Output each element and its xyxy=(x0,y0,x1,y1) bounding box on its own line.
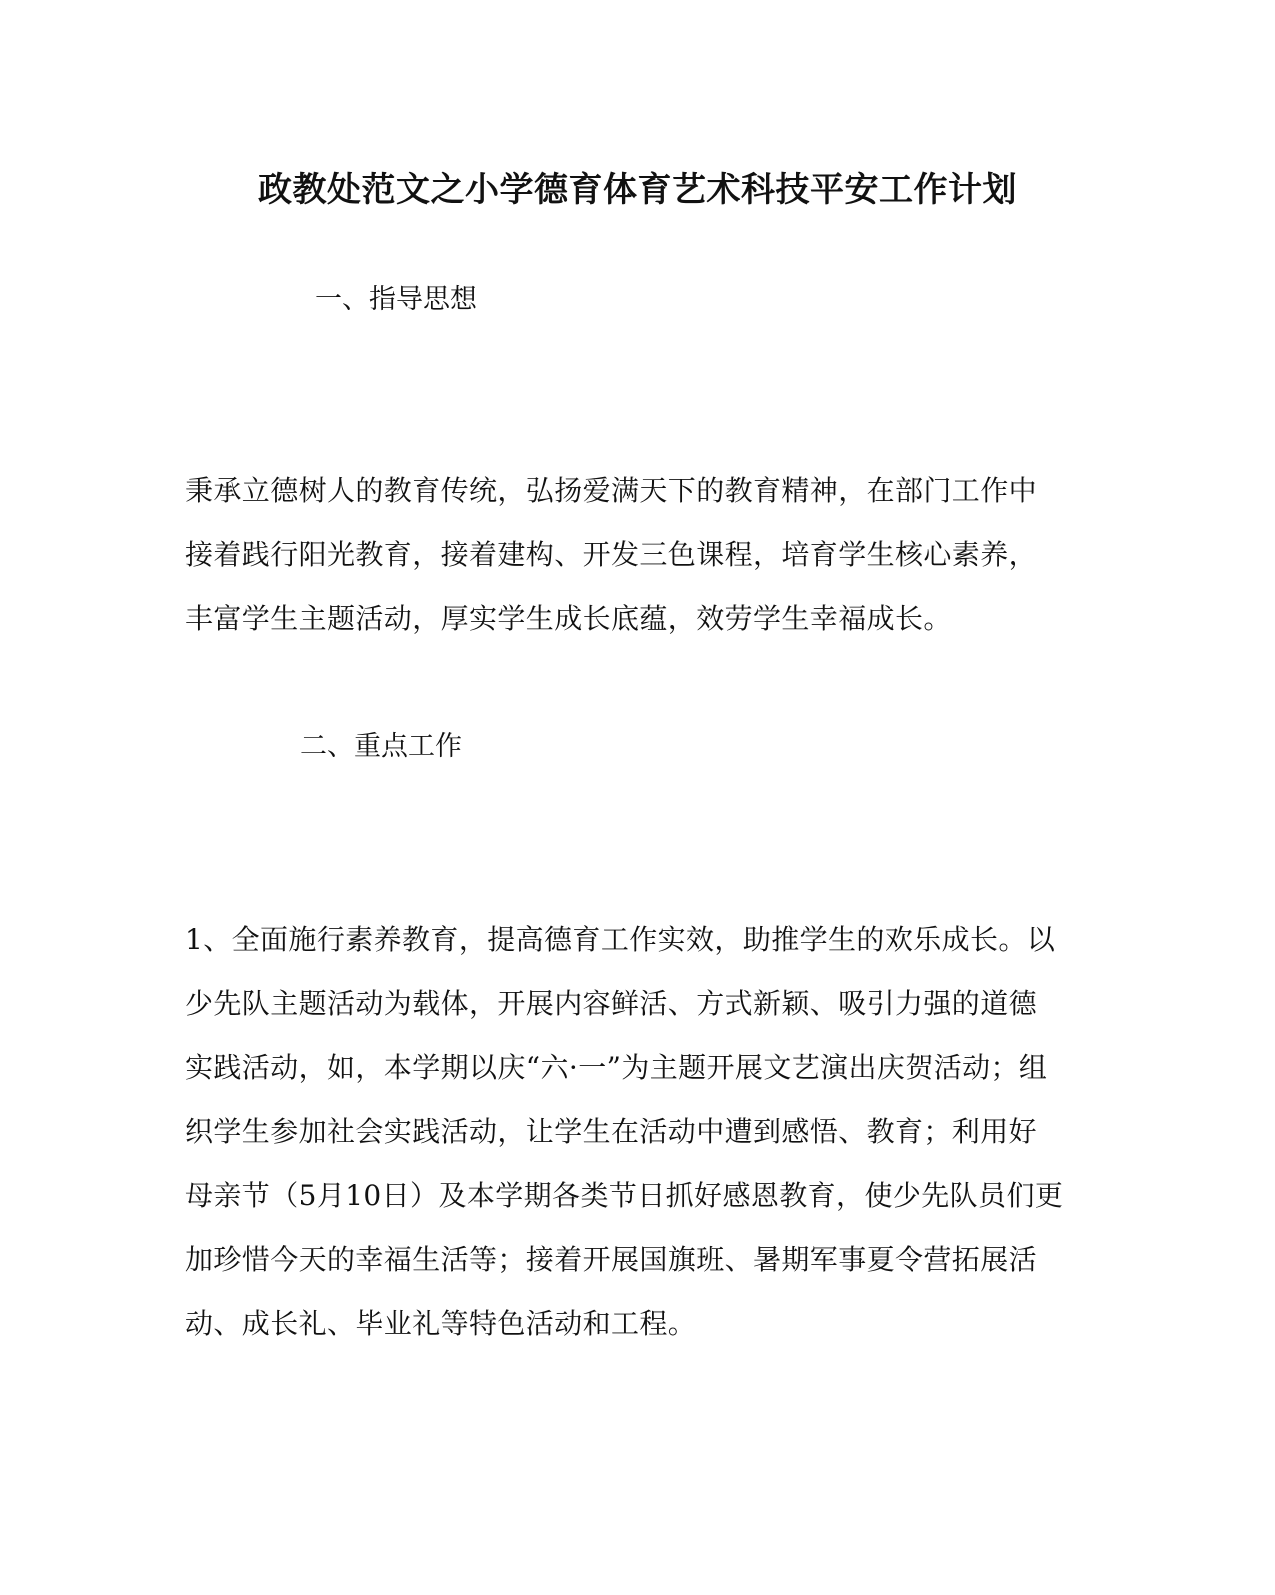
paragraph-line: 实践活动，如，本学期以庆“六·一”为主题开展文艺演出庆贺活动；组 xyxy=(185,1051,1048,1084)
paragraph-line: 少先队主题活动为载体，开展内容鲜活、方式新颖、吸引力强的道德 xyxy=(185,987,1038,1020)
paragraph-guiding-ideology xyxy=(185,459,1085,651)
paragraph-line: 秉承立德树人的教育传统，弘扬爱满天下的教育精神，在部门工作中 xyxy=(185,474,1038,507)
paragraph-key-work xyxy=(185,908,1085,1356)
document-title: 政教处范文之小学德育体育艺术科技平安工作计划 xyxy=(258,170,1017,210)
paragraph-line: 动、成长礼、毕业礼等特色活动和工程。 xyxy=(185,1307,697,1340)
paragraph-line: 织学生参加社会实践活动，让学生在活动中遭到感悟、教育；利用好 xyxy=(185,1115,1038,1148)
section-heading-key-work: 二、重点工作 xyxy=(300,731,462,762)
paragraph-line: 加珍惜今天的幸福生活等；接着开展国旗班、暑期军事夏令营拓展活 xyxy=(185,1243,1038,1276)
paragraph-line: 母亲节（5月10日）及本学期各类节日抓好感恩教育，使少先队员们更 xyxy=(185,1179,1064,1212)
section-heading-guiding-ideology: 一、指导思想 xyxy=(315,284,477,315)
paragraph-line: 1、全面施行素养教育，提高德育工作实效，助推学生的欢乐成长。以 xyxy=(185,923,1056,956)
paragraph-line: 丰富学生主题活动，厚实学生成长底蕴，效劳学生幸福成长。 xyxy=(185,602,952,635)
paragraph-line: 接着践行阳光教育，接着建构、开发三色课程，培育学生核心素养， xyxy=(185,538,1038,571)
